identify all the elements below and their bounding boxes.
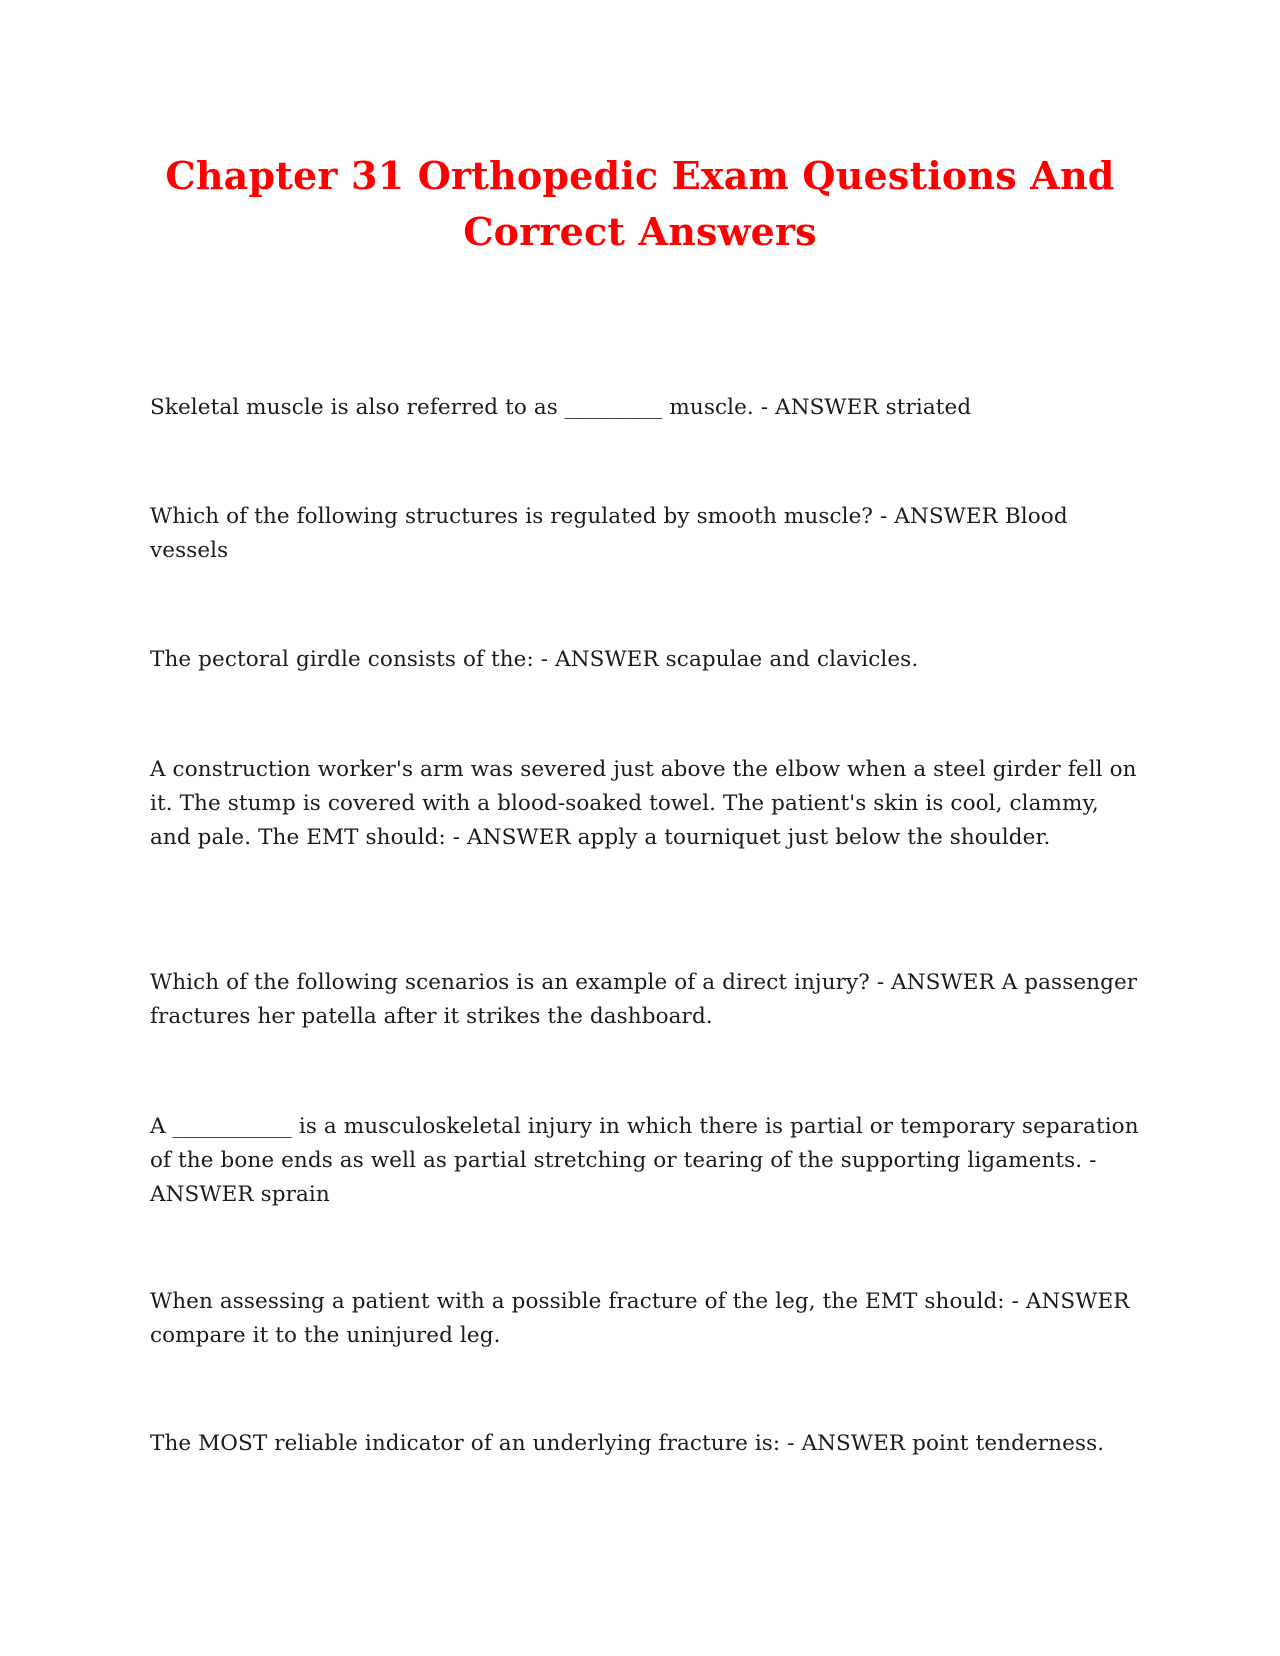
qa-item: Skeletal muscle is also referred to as _________ muscle. - ANSWER striated — [150, 395, 972, 420]
document-title: Chapter 31 Orthopedic Exam Questions And Correct Answers — [165, 153, 1115, 254]
qa-item: Which of the following scenarios is an example of a direct injury? - ANSWER A passenger fractures her patella after it strikes the dashboard. — [150, 970, 1138, 1029]
qa-item: A ___________ is a musculoskeletal injury in which there is partial or temporary separation of the bone ends as well as partial stretching or tearing of the supporting ligaments. - ANSWER sprain — [150, 1114, 1139, 1207]
qa-item: Which of the following structures is regulated by smooth muscle? - ANSWER Blood vessels — [150, 504, 1068, 563]
qa-item: The pectoral girdle consists of the: - ANSWER scapulae and clavicles. — [150, 647, 919, 672]
qa-item: When assessing a patient with a possible fracture of the leg, the EMT should: - ANSWER compare it to the uninjured leg. — [150, 1289, 1130, 1348]
qa-item: The MOST reliable indicator of an underlying fracture is: - ANSWER point tenderness. — [150, 1431, 1105, 1456]
qa-item: A construction worker's arm was severed just above the elbow when a steel girder fell on it. The stump is covered with a blood-soaked towel. The patient's skin is cool, clammy, and pale. The EMT should: - ANSWER apply a tourniquet just below the shoulder. — [150, 757, 1137, 850]
